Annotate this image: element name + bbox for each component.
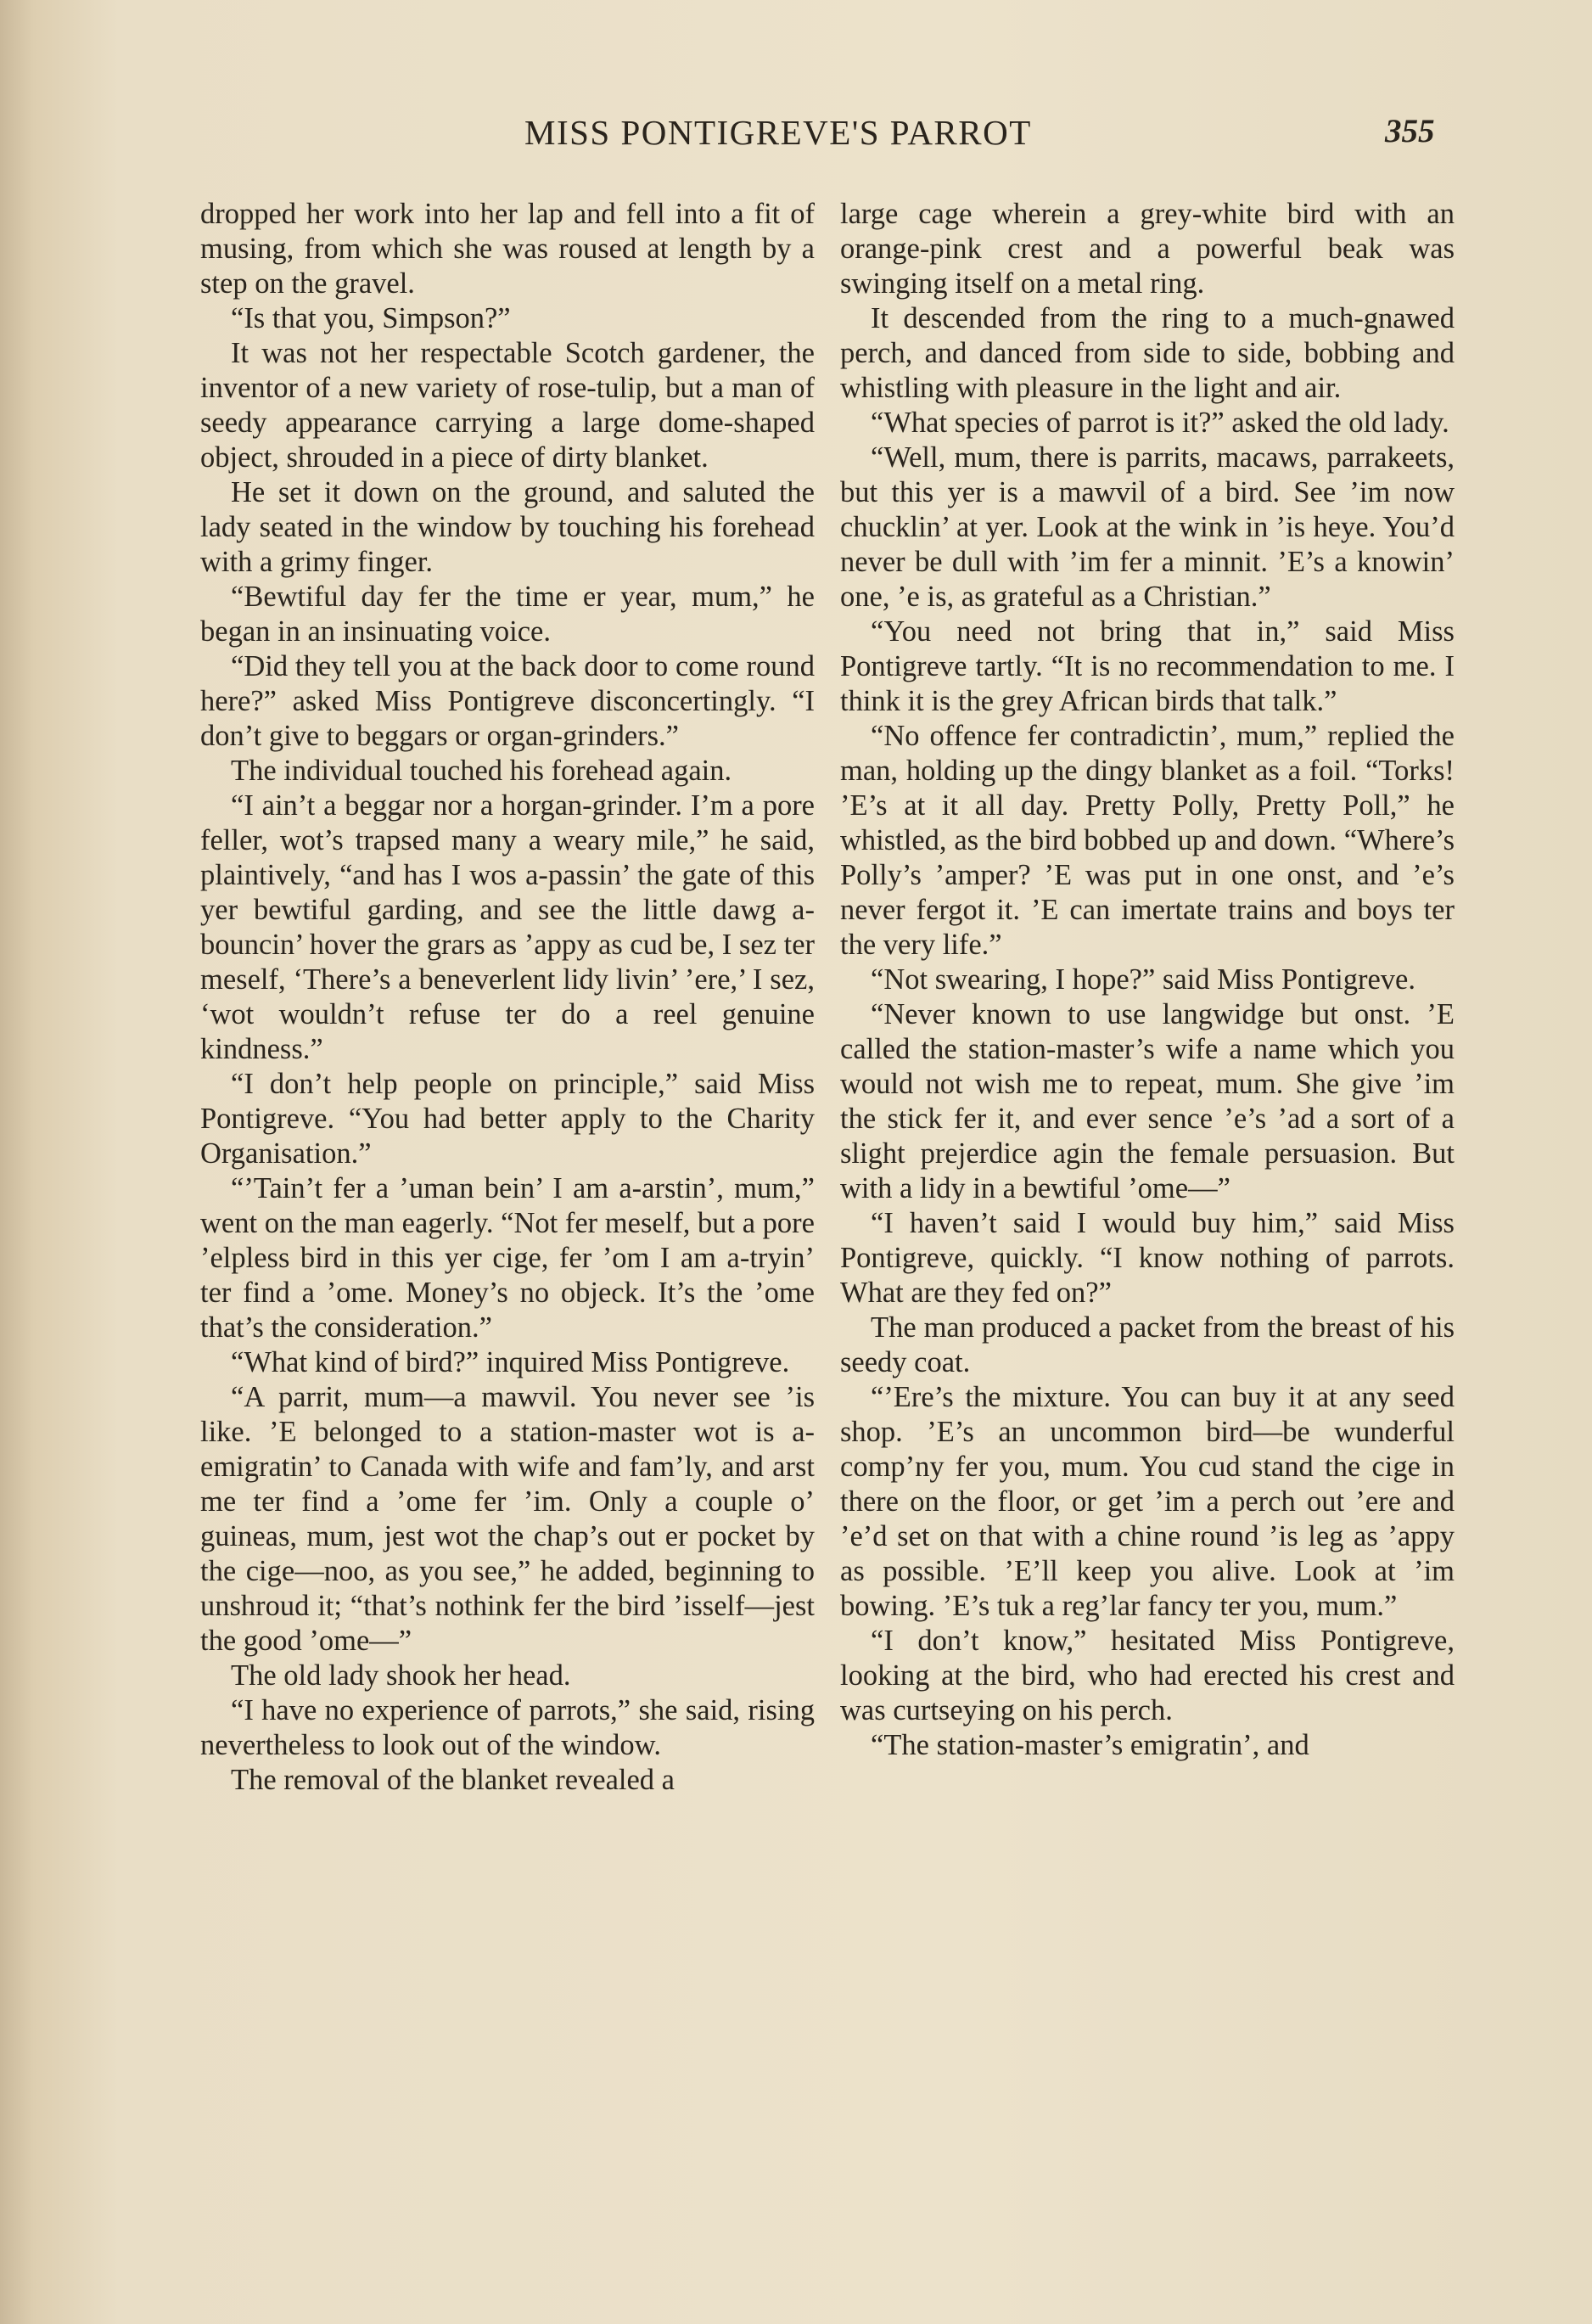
page-number: 355 [1385,113,1435,149]
paragraph: “What kind of bird?” inquired Miss Pontigreve. [231,1346,790,1378]
paragraph: “Did they tell you at the back door to come round here?” asked Miss Pontigreve disconcertingly. “I don’t give to beggars or organ-grinders.” [200,650,815,752]
paragraph: The individual touched his forehead again. [231,755,732,787]
paragraph: “A parrit, mum—a mawvil. You never see ’is like. ’E belonged to a station-master wot is a-emigratin’ to Canada with wife and fam’ly, and arst me ter find a ’ome fer ’im. Only a couple o’ guineas, mum, jest wot the chap’s out er pocket by the cige—noo, as you see,” he added, beginning to unshroud it; “that’s nothink fer the bird ’isself—jest the good ’ome—” [200,1381,815,1657]
paragraph: “What species of parrot is it?” asked the old lady. [871,407,1449,439]
paragraph: dropped her work into her lap and fell into a fit of musing, from which she was roused at length by a step on the gravel. [200,198,815,300]
left-column [200,197,815,1798]
right-column [840,197,1455,1763]
paragraph: “Bewtiful day fer the time er year, mum,” he began in an insinuating voice. [200,581,815,648]
paragraph: It descended from the ring to a much-gnawed perch, and danced from side to side, bobbing and whistling with pleasure in the light and air. [840,302,1455,404]
paragraph: “I haven’t said I would buy him,” said Miss Pontigreve, quickly. “I know nothing of parrots. What are they fed on?” [840,1207,1455,1309]
paragraph: The man produced a packet from the breast of his seedy coat. [840,1311,1455,1378]
paragraph: large cage wherein a grey-white bird with an orange-pink crest and a powerful beak was swinging itself on a metal ring. [840,198,1455,300]
page-header [0,112,1592,163]
paragraph: “’Ere’s the mixture. You can buy it at any seed shop. ’E’s an uncommon bird—be wunderful comp’ny fer you, mum. You cud stand the cige in there on the floor, or get ’im a perch out ’ere and ’e’d set on that with a chine round ’is leg as ’appy as possible. ’E’ll keep you alive. Look at ’im bowing. ’E’s tuk a reg’lar fancy ter you, mum.” [840,1381,1455,1622]
paragraph: It was not her respectable Scotch gardener, the inventor of a new variety of rose-tulip, but a man of seedy appearance carrying a large dome-shaped object, shrouded in a piece of dirty blanket. [200,337,815,474]
paragraph: “You need not bring that in,” said Miss Pontigreve tartly. “It is no recommendation to me. I think it is the grey African birds that talk.” [840,615,1455,717]
paragraph: “Is that you, Simpson?” [231,302,511,334]
paragraph: “I ain’t a beggar nor a horgan-grinder. I’m a pore feller, wot’s trapsed many a weary mile,” he said, plaintively, “and has I wos a-passin’ the gate of this yer bewtiful garding, and see the little dawg a-bouncin’ hover the grars as ’appy as cud be, I sez ter meself, ‘There’s a beneverlent lidy livin’ ’ere,’ I sez, ‘wot wouldn’t refuse ter do a reel genuine kindness.” [200,789,815,1065]
paragraph: He set it down on the ground, and saluted the lady seated in the window by touching his forehead with a grimy finger. [200,476,815,578]
paragraph: The old lady shook her head. [231,1659,571,1692]
paragraph: “’Tain’t fer a ’uman bein’ I am a-arstin’, mum,” went on the man eagerly. “Not fer meself, but a pore ’elpless bird in this yer cige, fer ’om I am a-tryin’ ter find a ’ome. Money’s no objeck. It’s the ’ome that’s the consideration.” [200,1172,815,1344]
paragraph: The removal of the blanket revealed a [231,1764,675,1796]
paragraph: “The station-master’s emigratin’, and [871,1729,1309,1761]
paragraph: “Not swearing, I hope?” said Miss Pontigreve. [871,963,1415,996]
paragraph: “I have no experience of parrots,” she said, rising nevertheless to look out of the window. [200,1694,815,1761]
running-title: MISS PONTIGREVE'S PARROT [524,113,1032,152]
paragraph: “I don’t help people on principle,” said Miss Pontigreve. “You had better apply to the Charity Organisation.” [200,1068,815,1170]
paragraph: “Well, mum, there is parrits, macaws, parrakeets, but this yer is a mawvil of a bird. See ’im now chucklin’ at yer. Look at the wink in ’is heye. You’d never be dull with ’im fer a minnit. ’E’s a knowin’ one, ’e is, as grateful as a Christian.” [840,441,1455,613]
paragraph: “No offence fer contradictin’, mum,” replied the man, holding up the dingy blanket as a foil. “Torks! ’E’s at it all day. Pretty Polly, Pretty Poll,” he whistled, as the bird bobbed up and down. “Where’s Polly’s ’amper? ’E was put in one onst, and ’e’s never fergot it. ’E can imertate trains and boys ter the very life.” [840,720,1455,961]
paragraph: “Never known to use langwidge but onst. ’E called the station-master’s wife a name which you would not wish me to repeat, mum. She give ’im the stick fer it, and ever sence ’e’s ’ad a sort of a slight prejerdice agin the female persuasion. But with a lidy in a bewtiful ’ome—” [840,998,1455,1204]
paragraph: “I don’t know,” hesitated Miss Pontigreve, looking at the bird, who had erected his crest and was curtseying on his perch. [840,1625,1455,1726]
